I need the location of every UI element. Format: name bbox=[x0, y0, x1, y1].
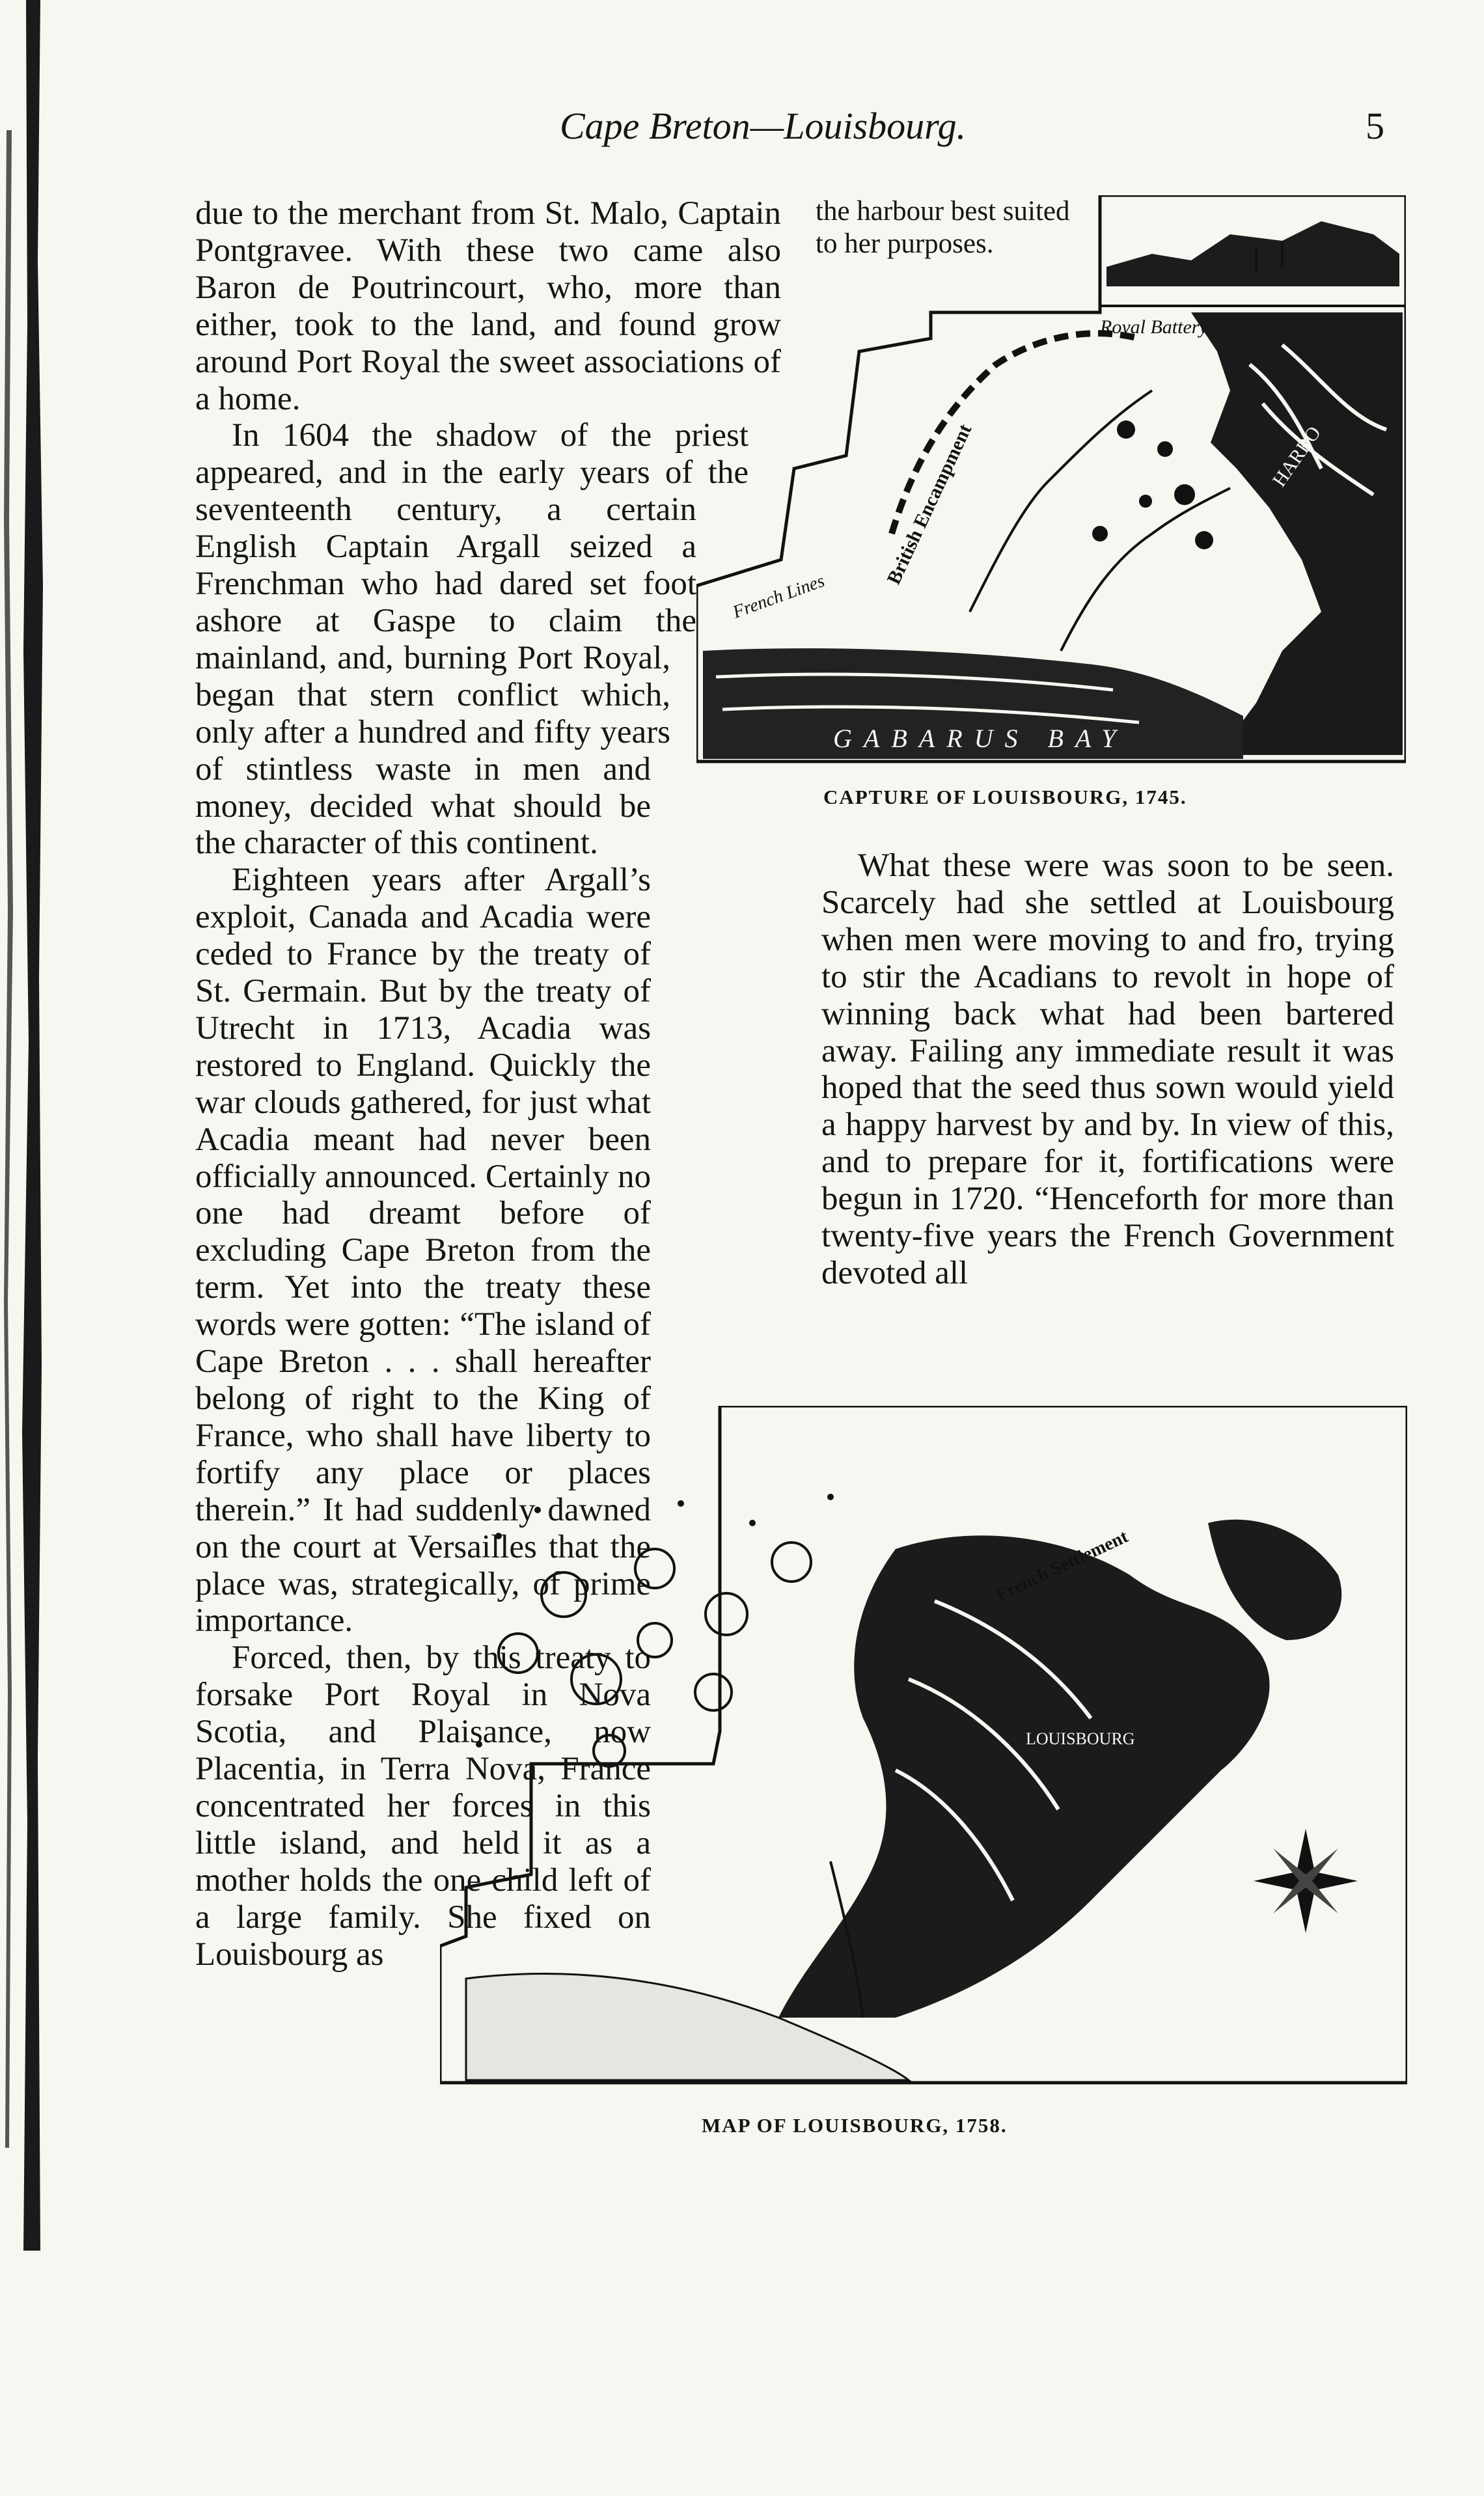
left-wrap bbox=[195, 195, 781, 1973]
map2-caption: MAP OF LOUISBOURG, 1758. bbox=[702, 2114, 1008, 2137]
paragraph-2: In 1604 the shadow of the priest appeared, and in the early years of the seventeenth century, a certain English Captain Argall seized a Frenchman who had dared set foot ashore at Gaspe to claim the mainland, and, burning Port Royal, began that stern conflict which, only after a hundred and fifty years of stintless waste in men and money, decided what should be the character of this continent. bbox=[195, 417, 749, 862]
right-top-text: the harbour best suited to her purposes. bbox=[816, 196, 1070, 259]
page-number: 5 bbox=[1366, 105, 1384, 147]
map1-label-lines: French Lines bbox=[730, 570, 827, 623]
map-capture-of-louisbourg bbox=[696, 195, 1406, 775]
running-header: Cape Breton—Louisbourg. bbox=[560, 105, 967, 147]
map1-label-encampment: British Encampment bbox=[883, 420, 976, 588]
map1-caption: CAPTURE OF LOUISBOURG, 1745. bbox=[823, 786, 1187, 808]
paragraph-3: Eighteen years after Argall’s exploit, Canada and Acadia were ceded to France by the treaty of St. Germain. But by the treaty of Utrecht in 1713, Acadia was restored to England. Quickly the war clouds gathered, for just what Acadia meant had never been officially announced. Certainly no one had dreamt before of excluding Cape Breton from the term. Yet into the treaty these words were gotten: “The island of Cape Breton . . . shall hereafter belong of right to the King of France, who shall have liberty to fortify any place or places therein.” It had suddenly dawned on the court at Versailles that the place was, strategically, of prime importance. bbox=[195, 862, 651, 1639]
paragraph-4: Forced, then, by this treaty to forsake Port Royal in Nova Scotia, and Plaisance, now Placentia, in Terra Nova, France concentrated her forces in this little island, and held it as a mother holds the one child left of a large family. She fixed on Louisbourg as bbox=[195, 1639, 651, 1973]
right-column bbox=[821, 847, 1394, 1292]
paragraph-right: What these were was soon to be seen. Scarcely had she settled at Louisbourg when men were moving to and fro, trying to stir the Acadians to revolt in hope of winning back what had been bartered away. Failing any immediate result it was hoped that the seed thus sown would yield a happy harvest by and by. In view of this, and to prepare for it, fortifications were begun in 1720. “Henceforth for more than twenty-five years the French Government devoted all bbox=[821, 847, 1394, 1291]
page-binding-edge bbox=[0, 0, 46, 2251]
map1-label-bay: GABARUS BAY bbox=[833, 724, 1128, 753]
map2-label-louisbourg: LOUISBOURG bbox=[1026, 1729, 1135, 1748]
left-column bbox=[195, 195, 781, 2148]
map1-label-harbour: HARBO bbox=[1268, 422, 1325, 491]
map2-label-settlement: French Settlement bbox=[993, 1526, 1131, 1606]
paragraph-1: due to the merchant from St. Malo, Captain Pontgravee. With these two came also Baron de Poutrincourt, who, more than either, took to the land, and found grow around Port Royal the sweet associations of a home. bbox=[195, 195, 781, 417]
map1-label-royal-battery: Royal Battery bbox=[1100, 316, 1208, 338]
